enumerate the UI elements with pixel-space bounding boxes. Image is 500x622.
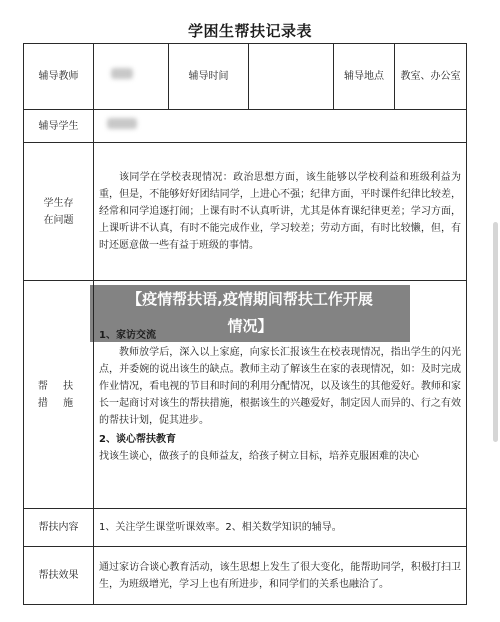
place-value: 教室、办公室 — [395, 44, 467, 110]
redacted-name — [107, 118, 137, 129]
measures-label — [24, 281, 94, 509]
measures-item-text: 教师放学后，深入以上家庭，向家长汇报该生在校表现情况，指出学生的闪光点，并委婉的说出该生的缺点。教师主动了解该生在家的表现情况，如：及时完成作业情况，看电视的节目和时间的利用分配情况，以及该生的其他爱好。教师和家长一起商讨对该生的帮扶措施，根据该生的兴趣爱好，制定因人而异的、行之有效的帮扶计划，促其进步。 — [99, 346, 461, 426]
table-row — [24, 509, 467, 547]
place-label: 辅导地点 — [334, 44, 395, 110]
table-row — [24, 547, 467, 605]
student-label: 辅导学生 — [24, 110, 94, 143]
problem-paragraph: 该同学在学校表现情况：政治思想方面，该生能够以学校利益和班级利益为重，但是，不能够好好团结同学，上进心不强；纪律方面，平时课件纪律比较差，经常和同学追逐打闹；上课有时不认真听讲，尤其是体育课纪律更差；学习方面，上课听讲不认真，有时不能完成作业，学习较差；劳动方面，有时比较懒，但，有时还愿意做一些有益于班级的事情。 — [99, 172, 461, 251]
scrollbar[interactable] — [493, 222, 498, 442]
measures-label-line: 帮 扶 — [37, 380, 80, 392]
effect-label: 帮扶效果 — [24, 547, 94, 605]
table-row — [24, 143, 467, 281]
caption-line: 【疫情帮扶语,疫情期间帮扶工作开展 — [127, 290, 373, 308]
content-text: 1、关注学生课堂听课效率。2、相关数学知识的辅导。 — [94, 509, 467, 547]
effect-text: 通过家访合谈心教育活动，该生思想上发生了很大变化，能帮助同学，积极打扫卫生，为班级增光，学习上也有所进步，和同学们的关系也融洽了。 — [94, 547, 467, 605]
time-label: 辅导时间 — [169, 44, 249, 110]
measures-label-line: 措 施 — [37, 397, 80, 409]
problem-label-line: 在问题 — [43, 214, 74, 226]
problem-label-line: 学生存 — [43, 197, 74, 209]
problem-label — [24, 143, 94, 281]
teacher-value — [94, 44, 169, 110]
time-value — [249, 44, 334, 110]
table-row — [24, 44, 467, 110]
measures-item-text: 找该生谈心，做孩子的良师益友，给孩子树立目标，培养克服困难的决心 — [99, 450, 419, 462]
student-value — [94, 110, 467, 143]
caption-overlay — [90, 285, 410, 342]
table-row — [24, 110, 467, 143]
caption-line: 情况】 — [227, 317, 273, 335]
measures-item-heading: 2、谈心帮扶教育 — [99, 433, 176, 445]
page-title: 学困生帮扶记录表 — [187, 22, 312, 40]
redacted-name — [111, 68, 133, 79]
teacher-label: 辅导教师 — [24, 44, 94, 110]
content-label: 帮扶内容 — [24, 509, 94, 547]
problem-text — [94, 143, 467, 281]
